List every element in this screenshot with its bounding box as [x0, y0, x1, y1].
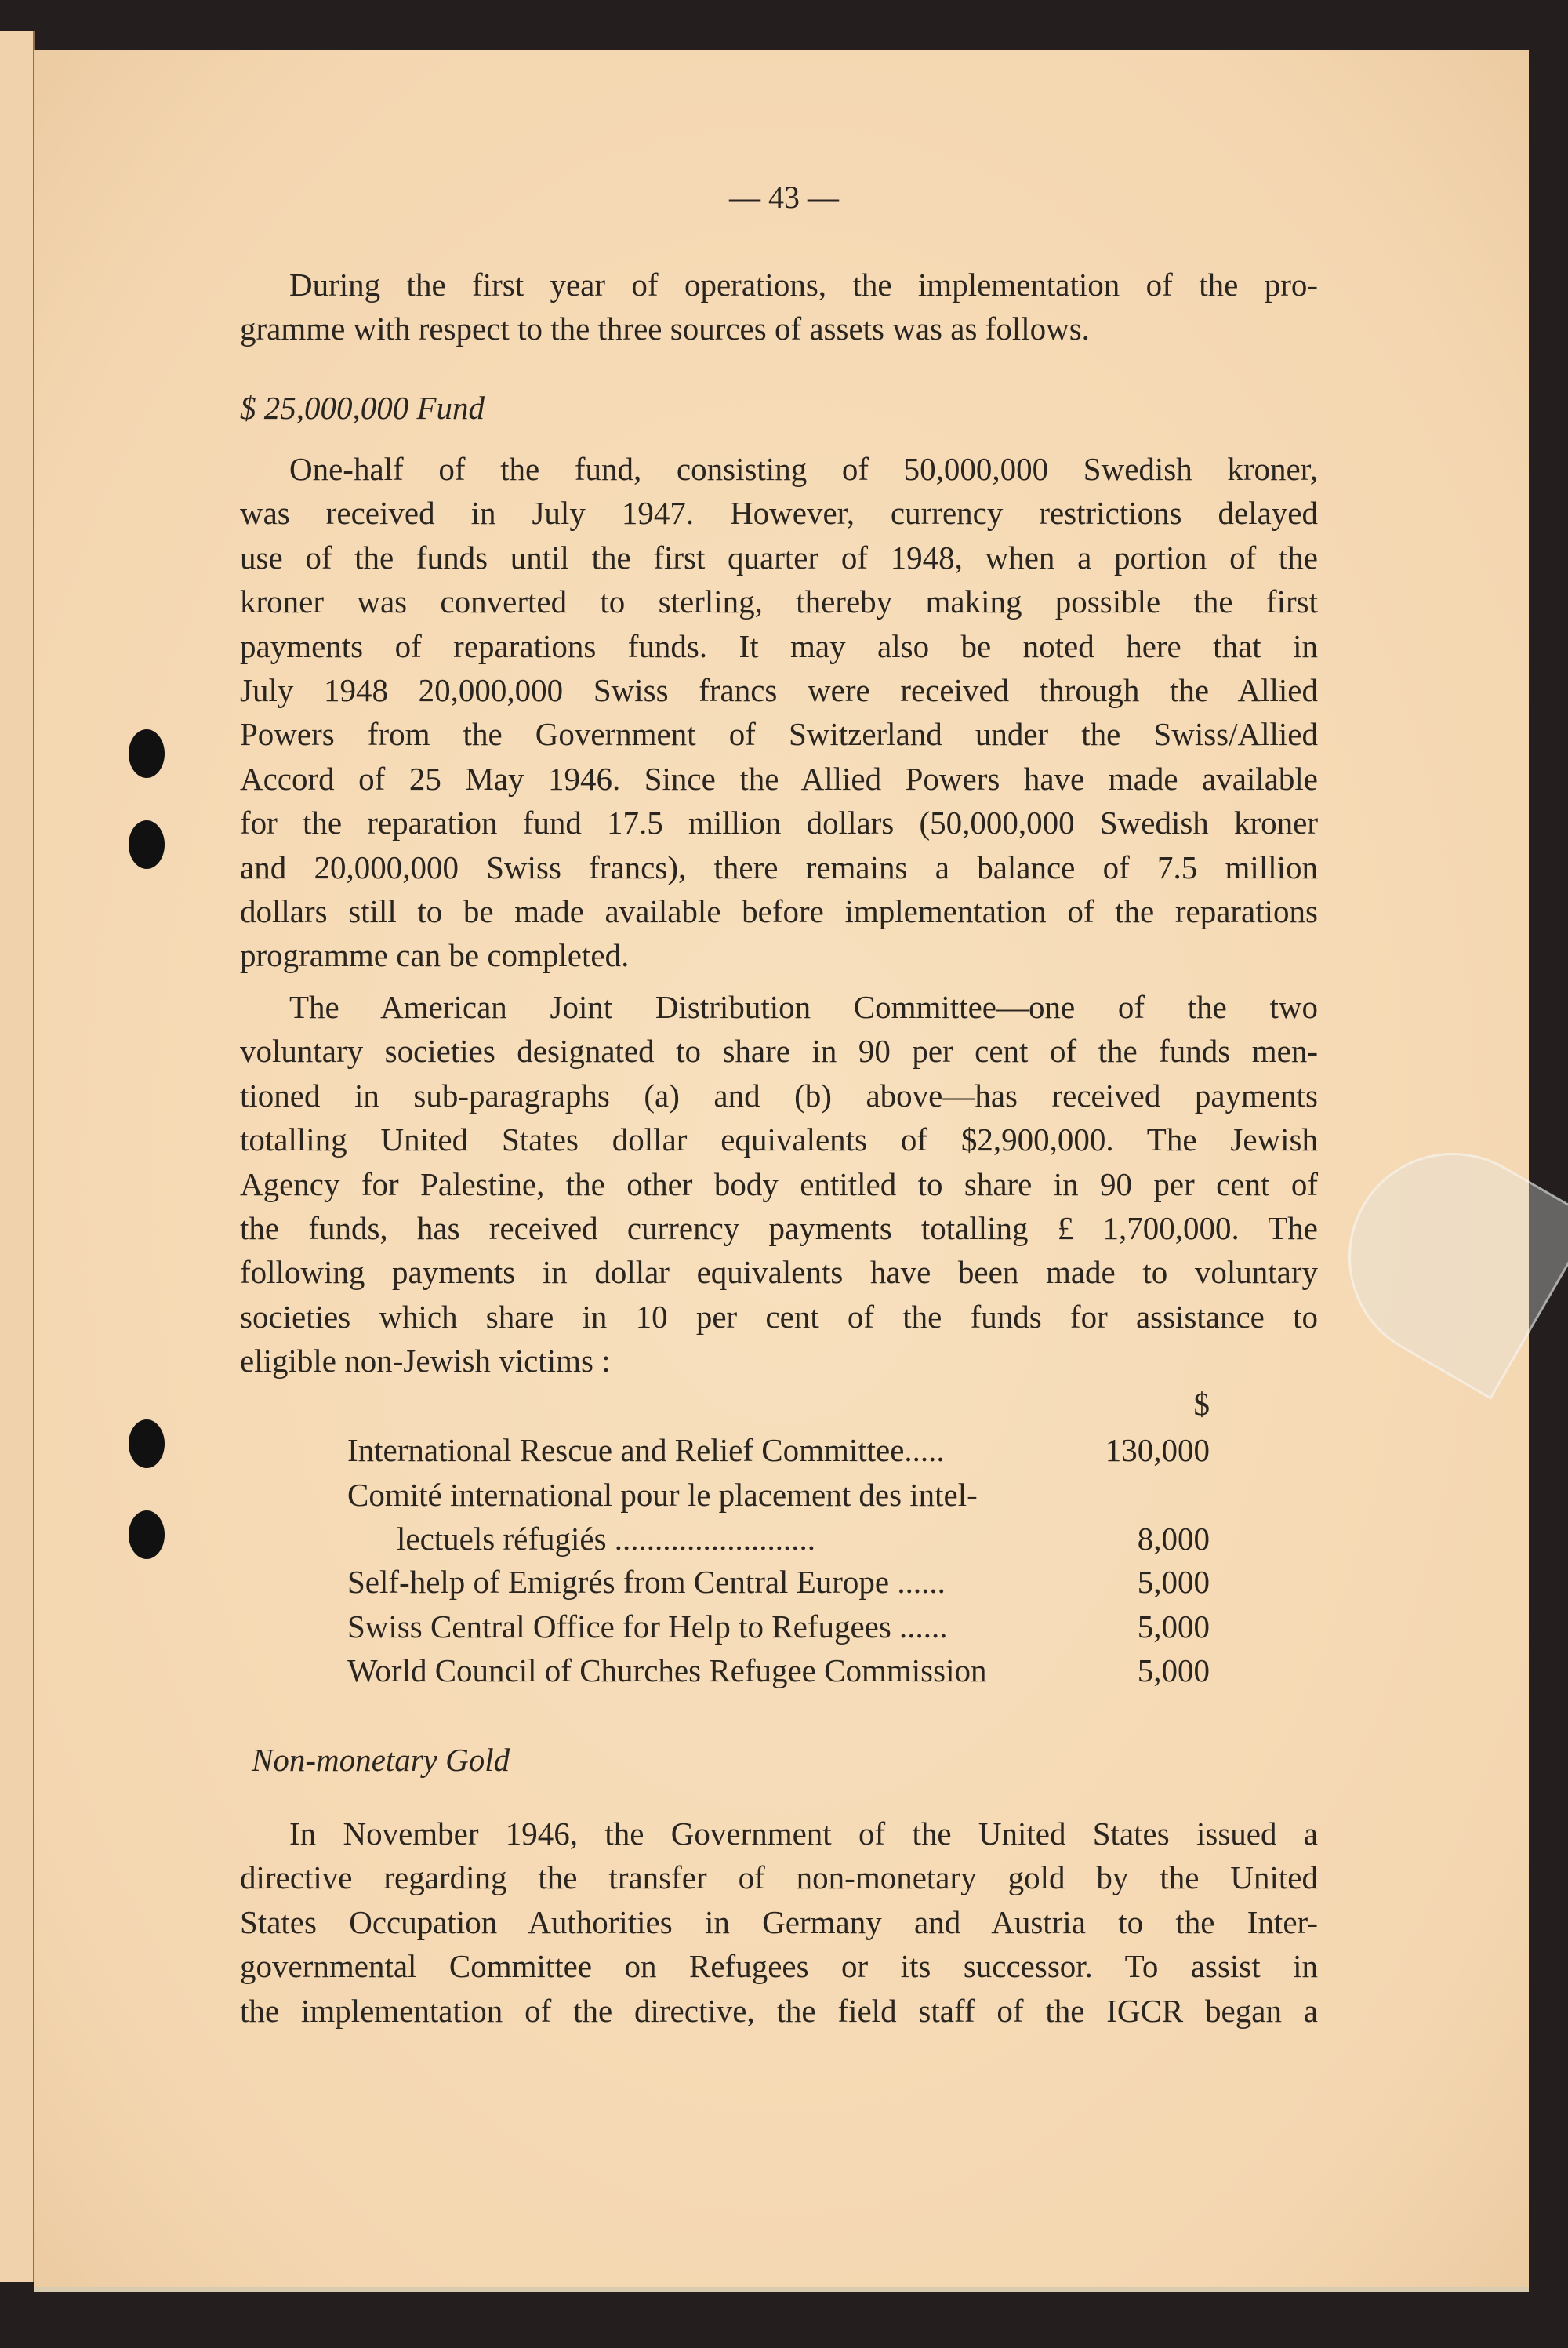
intro-paragraph-line: gramme with respect to the three sources of assets was as follows. — [240, 311, 1090, 347]
fund-paragraph-line: dollars still to be made available before implementation of the reparations — [240, 893, 1318, 929]
fund-paragraph-line: Powers from the Government of Switzerland under the Swiss/Allied — [240, 716, 1318, 752]
adjacent-page-edge — [0, 31, 35, 2282]
section-heading-gold: Non-monetary Gold — [252, 1742, 510, 1778]
society-name: lectuels réfugiés ......................... — [397, 1521, 816, 1557]
fund-paragraph-line: kroner was converted to sterling, thereby making possible the first — [240, 583, 1318, 620]
payment-amount: 130,000 — [1105, 1432, 1210, 1468]
payments-paragraph-line: tioned in sub-paragraphs (a) and (b) above—has received payments — [240, 1078, 1318, 1114]
gold-paragraph-line: the implementation of the directive, the field staff of the IGCR began a — [240, 1993, 1318, 2029]
section-heading-fund: $ 25,000,000 Fund — [240, 390, 485, 426]
punch-hole — [129, 729, 165, 778]
payment-amount: 5,000 — [1137, 1652, 1210, 1688]
society-name: Swiss Central Office for Help to Refugees ...... — [347, 1608, 948, 1645]
society-name: World Council of Churches Refugee Commission — [347, 1652, 987, 1688]
fund-paragraph-line: payments of reparations funds. It may also be noted here that in — [240, 628, 1318, 664]
currency-header: $ — [1193, 1386, 1210, 1422]
intro-paragraph-line: During the first year of operations, the implementation of the pro- — [289, 267, 1318, 303]
gold-paragraph-line: governmental Committee on Refugees or its successor. To assist in — [240, 1948, 1318, 1984]
fund-paragraph-line: programme can be completed. — [240, 937, 630, 973]
society-name: Self-help of Emigrés from Central Europe ...... — [347, 1564, 946, 1600]
fund-paragraph-line: One-half of the fund, consisting of 50,000,000 Swedish kroner, — [289, 451, 1318, 487]
society-name: Comité international pour le placement des intel- — [347, 1477, 978, 1513]
payments-paragraph-line: societies which share in 10 per cent of the funds for assistance to — [240, 1299, 1318, 1335]
payments-paragraph-line: Agency for Palestine, the other body entitled to share in 90 per cent of — [240, 1166, 1318, 1202]
payment-amount: 5,000 — [1137, 1564, 1210, 1600]
payments-paragraph-line: following payments in dollar equivalents have been made to voluntary — [240, 1254, 1318, 1290]
fund-paragraph-line: July 1948 20,000,000 Swiss francs were received through the Allied — [240, 672, 1318, 708]
punch-hole — [129, 1419, 165, 1468]
payments-paragraph-line: eligible non-Jewish victims : — [240, 1343, 611, 1379]
fund-paragraph-line: Accord of 25 May 1946. Since the Allied Powers have made available — [240, 761, 1318, 797]
fund-paragraph-line: use of the funds until the first quarter of 1948, when a portion of the — [240, 540, 1318, 576]
fund-paragraph-line: and 20,000,000 Swiss francs), there remains a balance of 7.5 million — [240, 849, 1318, 885]
punch-hole — [129, 1510, 165, 1559]
payment-amount: 5,000 — [1137, 1608, 1210, 1645]
gold-paragraph-line: States Occupation Authorities in Germany and Austria to the Inter- — [240, 1904, 1318, 1940]
payment-amount: 8,000 — [1137, 1521, 1210, 1557]
punch-hole — [129, 820, 165, 869]
page-number: — 43 — — [729, 180, 839, 215]
payments-paragraph-line: voluntary societies designated to share in 90 per cent of the funds men- — [240, 1033, 1318, 1069]
society-name: International Rescue and Relief Committee..... — [347, 1432, 945, 1468]
fund-paragraph-line: was received in July 1947. However, currency restrictions delayed — [240, 495, 1318, 531]
gold-paragraph-line: directive regarding the transfer of non-monetary gold by the United — [240, 1859, 1318, 1895]
gold-paragraph-line: In November 1946, the Government of the United States issued a — [289, 1816, 1318, 1852]
payments-paragraph-line: The American Joint Distribution Committee—one of the two — [289, 989, 1318, 1025]
fund-paragraph-line: for the reparation fund 17.5 million dollars (50,000,000 Swedish kroner — [240, 805, 1318, 841]
payments-paragraph-line: the funds, has received currency payments totalling £ 1,700,000. The — [240, 1210, 1318, 1246]
payments-paragraph-line: totalling United States dollar equivalents of $2,900,000. The Jewish — [240, 1121, 1318, 1158]
